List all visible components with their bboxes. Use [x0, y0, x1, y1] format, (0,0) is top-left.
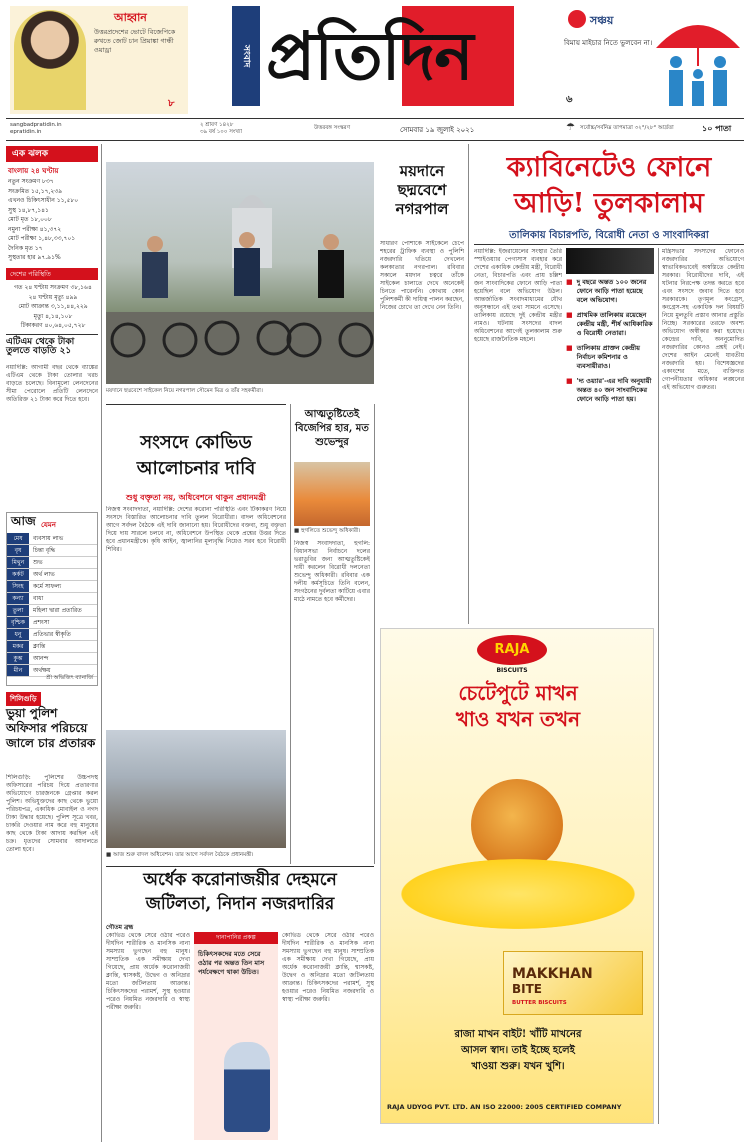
- edition: উত্তরবঙ্গ সংস্করণ: [314, 125, 351, 131]
- suvendu-caption: ■ হুগলিতে শুভেন্দু অধিকারী।: [294, 528, 361, 534]
- rashi-row: [7, 545, 97, 557]
- bullet-icon: ■: [566, 377, 573, 385]
- list-item: মোট আক্রান্ত ৩,১১,৪৪,২২৯: [18, 303, 88, 310]
- promo-photo: [14, 10, 86, 110]
- rashi-text: কর্মে সাফল্য: [33, 583, 62, 590]
- ad-brand: RAJA: [494, 642, 530, 657]
- corona-box-text: চিকিৎসকদের মতে সেরে ওঠার পর অন্তত তিন মাস পর্যবেক্ষণে থাকা উচিত।: [198, 950, 265, 976]
- page-title: প্রতিদিন: [266, 17, 473, 95]
- rashi-name: মকর: [7, 641, 29, 652]
- rashi-text: চিন্তা বৃদ্ধি: [33, 547, 56, 554]
- desh-title-label: দেশের পরিস্থিতি: [10, 270, 51, 278]
- cabinet-side-column: মন্ত্রিসভার সদস্যদের ফোনেও নজরদারির অভিযোগে স্বাভাবিকভাবেই অস্বস্তিতে কেন্দ্রীয় সরকার। বিরোধীদের দাবি, এই ঘটনার নিরপেক্ষ তদন্ত করতে হবে এবং সংসদে জবাব দিতে হবে সরকারকে। তৃণমূল কংগ্রেস, কংগ্রেস-সহ একাধিক দল বিষয়টি নিয়ে মুলতুবি প্রস্তাব আনার প্রস্তুতি নিচ্ছে। সরকারের তরফে অবশ্য অভিযোগ অস্বীকার করা হয়েছে। কেন্দ্রের দাবি, অননুমোদিত নজরদারির কোনও প্রশ্নই নেই। দেশের আইন মেনেই যাবতীয় নজরদারি হয়। বিশেষজ্ঞদের একাংশের মতে, ব্যক্তিগত গোপনীয়তার অধিকার লঙ্ঘনের এই অভিযোগ গুরুতর।: [662, 248, 744, 391]
- rashi-name: কুম্ভ: [7, 653, 29, 664]
- atmatushti-headline: আত্মতুষ্টিতেই বিজেপির হার, মত শুভেন্দুর: [295, 409, 369, 448]
- right-promo-page: ৬: [566, 94, 573, 105]
- rashi-row: [7, 581, 97, 593]
- rashi-name: সিংহ: [7, 581, 29, 592]
- maidan-body: সাধারণ পোশাকে সাইকেলে চেপে শহরের ট্রাফিক ব্যবস্থা ও পুলিশি নজরদারি খতিয়ে দেখলেন কলকাতার নগরপাল। রবিবার সকালে ময়দান চত্বরে তাঁকে সাইকেল চালাতে দেখে অনেকেই চিনতে পারেননি। কোথায় কোন পুলিশকর্মী কী দায়িত্ব পালন করছেন, নিজের চোখে তা দেখে নেন তিনি।: [380, 240, 464, 311]
- list-item: ২৪ ঘণ্টায় মৃত্যু ৪৯৯: [28, 293, 78, 301]
- bullet-text: 'দ্য ওয়্যার'-এর দাবি অনুযায়ী অন্তত ৪০ জন সাংবাদিকের ফোনে আড়ি পাতা হয়।: [576, 377, 652, 403]
- list-item: [566, 278, 654, 305]
- date: সোমবার ১৯ জুলাই ২০২১: [400, 126, 475, 134]
- umbrella-family-icon: [652, 8, 744, 110]
- ad-tagline-2: খাও যখন তখন: [455, 707, 581, 731]
- ek-jhalak-label: এক ঝলক: [12, 149, 49, 159]
- rashi-text: অর্থ লাভ: [33, 571, 55, 578]
- right-brand: সঞ্চয়: [590, 14, 614, 27]
- ad-brand-sub: BISCUITS: [496, 667, 528, 674]
- rashi-text: বাধা: [33, 595, 44, 602]
- right-promo-text: বিমায় মাইচার নিতে ভুলবেন না।: [564, 39, 653, 47]
- cyclists-illustration: [106, 162, 374, 384]
- bangla-list: [8, 177, 98, 263]
- rashi-row: [7, 569, 97, 581]
- siliguri-label: [6, 692, 41, 706]
- atm-headline: এটিএম থেকে টাকা তুলতে বাড়তি ২১: [6, 337, 75, 357]
- police-headline: ভুয়া পুলিশ অফিসার পরিচয়ে জালে চার প্রতারক: [6, 706, 96, 750]
- rashi-row: [7, 593, 97, 605]
- left-promo[interactable]: [10, 6, 188, 114]
- pack-brand: MAKKHAN: [512, 966, 593, 982]
- biscuit-icon: [471, 779, 563, 871]
- side-tag-text: সংবাদ: [241, 44, 251, 68]
- doctor-illustration: [224, 1042, 270, 1132]
- list-item: [566, 311, 654, 338]
- ad-copy-2: আসল স্বাদ। তাই ইচ্ছে হলেই: [461, 1045, 575, 1056]
- list-item: মৃত্যু ৪,১৪,১০৮: [33, 312, 73, 320]
- atm-body: নয়াদিল্লি: আগামী বছর থেকে ব্যাঙ্কের এটিএম থেকে টাকা তোলার খরচ বাড়তে চলেছে। বিনামূল্যে লেনদেনের সীমা পেরোলে প্রতিটি লেনদেনে অতিরিক্ত ২১ টাকা করে দিতে হবে।: [6, 364, 98, 403]
- ad-tagline-1: চেটেপুটে মাখন: [458, 681, 578, 705]
- astrologer: শ্রী অভিজিৎ ব্যানার্জি: [46, 675, 93, 681]
- right-promo[interactable]: [558, 6, 744, 114]
- list-item: মোট মৃত ১৮,০০৮: [8, 216, 52, 223]
- promo-page: ৮: [168, 98, 175, 109]
- pack-sub: BUTTER BISCUITS: [512, 1000, 567, 1006]
- corona-body-1: কোভিড থেকে সেরে ওঠার পরেও দীর্ঘদিন শারীরিক ও মানসিক নানা সমস্যায় ভুগছেন বহু মানুষ। সাম্প্রতিক এক সমীক্ষায় দেখা গিয়েছে, প্রায় অর্ধেক করোনাজয়ী ক্লান্তি, শ্বাসকষ্ট, উদ্বেগ ও অনিদ্রার মতো জটিলতায় আক্রান্ত। চিকিৎসকদের পরামর্শ, সুস্থ হওয়ার পরেও নিয়মিত নজরদারি ও স্বাস্থ্য পরীক্ষা জরুরি।: [106, 932, 190, 1011]
- bullet-text: দু বছরে অন্তত ১০০ জনের ফোনে আড়ি পাতা হয়েছে বলে অভিযোগ।: [576, 278, 647, 304]
- list-item: সংক্রমিত ১৫,১৭,২৩৯: [8, 187, 63, 195]
- police-body: শিলিগুড়ি: পুলিশের উচ্চপদস্থ অফিসারের পরিচয় দিয়ে প্রতারণার অভিযোগে চারজনকে গ্রেপ্তার করল পুলিশ। অভিযুক্তদের কাছ থেকে ভুয়ো পরিচয়পত্র, একাধিক মোবাইল ও নগদ টাকা উদ্ধার হয়েছে। পুলিশ সূত্রে খবর, চাকরি দেওয়ার নাম করে বহু মানুষের কাছ থেকে টাকা আদায় করছিল এই চক্র। ধৃতদের সোমবার আদালতে তোলা হবে।: [6, 774, 98, 853]
- sansad-headline: সংসদে কোভিড আলোচনার দাবি: [136, 432, 256, 479]
- ad-copy-3: খাওয়া শুরু। যখন খুশি।: [471, 1061, 565, 1072]
- corona-box: [194, 932, 278, 1140]
- list-item: নমুনা পরীক্ষা ৪১,৩৭২: [8, 225, 62, 233]
- side-tag: [232, 6, 260, 106]
- sansad-body: নিজস্ব সংবাদদাতা, নয়াদিল্লি: দেশের করোনা পরিস্থিতি এবং টিকাকরণ নিয়ে সংসদে বিস্তারিত আলোচনার দাবি তুলল বিরোধীরা। বাদল অধিবেশনের আগে সর্বদল বৈঠকে এই দাবি জানানো হয়। বিরোধীদের বক্তব্য, শুধু বক্তৃতা দিয়ে দায় সারলে চলবে না, অধিবেশনে উপস্থিত থেকে প্রশ্নের উত্তর দিতে হবে প্রধানমন্ত্রীকে। কৃষি আইন, জ্বালানির মূল্যবৃদ্ধি নিয়েও সরব হবে বিরোধী শিবির।: [106, 506, 286, 553]
- bullet-icon: ■: [566, 344, 573, 352]
- cabinet-inset: [566, 248, 654, 624]
- rashi-text: অর্থক্ষয়: [33, 667, 51, 674]
- rashi-name: ধনু: [7, 629, 29, 640]
- biscuit-pack: [503, 951, 643, 1015]
- date-info-2: ৩৯ বর্ষ ১০০ সংখ্যা: [200, 129, 243, 135]
- rashi-row: [7, 653, 97, 665]
- list-item: নতুন সংক্রমণ ৮৩৭: [8, 178, 54, 185]
- rashi-name: তুলা: [7, 605, 29, 616]
- rashi-text: ক্লান্তি: [33, 643, 46, 650]
- sidebar: [6, 146, 98, 1142]
- raja-ad[interactable]: [380, 628, 654, 1124]
- list-item: সুস্থতার হার ৯৭.৯১%: [8, 254, 61, 261]
- parliament-photo[interactable]: [106, 730, 286, 848]
- corona-byline: গৌতম ব্রহ্ম: [106, 924, 134, 931]
- date-info-1: ২ শ্রাবণ ১৪২৮: [200, 122, 234, 128]
- bullet-icon: ■: [566, 278, 573, 286]
- rashi-name: বৃশ্চিক: [7, 617, 29, 628]
- weather-icon: ☂: [566, 122, 575, 133]
- rashi-text: প্রতিভার স্বীকৃতি: [33, 631, 71, 638]
- epaper-link[interactable]: epratidin.in: [10, 129, 42, 135]
- rashi-row: [7, 629, 97, 641]
- bullet-text: তালিকায় প্রাক্তন কেন্দ্রীয় নির্বাচন কমিশনার ও ব্যবসায়ীরাও।: [576, 344, 640, 370]
- list-item: টিকাকরণ ৪০,৬৪,০৫,৭২৮: [20, 322, 86, 329]
- rashi-row: [7, 617, 97, 629]
- siliguri-label-text: শিলিগুড়ি: [10, 694, 37, 703]
- cabinet-body-left: নয়াদিল্লি: ইজরায়েলের সংস্থার তৈরি স্পাইওয়্যার পেগাসাস ব্যবহার করে দেশের একাধিক কেন্দ্রীয় মন্ত্রী, বিরোধী নেতা, বিচারপতি এবং প্রায় চল্লিশ জন সাংবাদিকের ফোনে আড়ি পাতা হয়েছিল বলে অভিযোগ উঠল। আন্তর্জাতিক সংবাদমাধ্যমের যৌথ অনুসন্ধানে এই তথ্য সামনে এসেছে। তালিকায় রয়েছে দুই কেন্দ্রীয় মন্ত্রীর নামও। ঘটনায় সংসদের বাদল অধিবেশনের আগেই তুলকালাম শুরু হয়েছে রাজনৈতিক মহলে।: [474, 248, 562, 343]
- list-item: গত ২৪ ঘণ্টায় সংক্রমণ ৩৮,১৬৪: [14, 284, 92, 291]
- rashi-text: শুভ: [33, 559, 43, 566]
- rashi-list: [7, 533, 97, 677]
- rashi-row: [7, 557, 97, 569]
- rashi-row: [7, 533, 97, 545]
- list-item: এখনও চিকিৎসাধীন ১১,৫৮০: [8, 197, 79, 204]
- maidan-headline: ময়দানে ছদ্মবেশে নগরপাল: [395, 162, 449, 218]
- suvendu-photo: [294, 462, 370, 526]
- atmatushti-body: নিজস্ব সংবাদদাতা, হুগলি: বিধানসভা নির্বাচনে দলের ভরাডুবির জন্য আত্মতুষ্টিকেই দায়ী করলেন বিরোধী দলনেতা শুভেন্দু অধিকারী। রবিবার এক দলীয় কর্মসূচিতে তিনি বলেন, সংগঠনের দুর্বলতা কাটিয়ে এবার মাঠে নামতে হবে কর্মীদের।: [294, 540, 370, 603]
- corona-box-label: [194, 932, 278, 944]
- corona-headline-2: জটিলতা, নিদান নজরদারির: [145, 894, 335, 914]
- rashi-name: বৃষ: [7, 545, 29, 556]
- bangla-title: বাংলায় ২৪ ঘণ্টায়: [8, 166, 59, 175]
- cabinet-headline: ক্যাবিনেটেও ফোনে আড়ি! তুলকালাম: [506, 152, 712, 219]
- corona-box-label-text: দানাপানির প্রকল্প: [216, 934, 256, 941]
- corona-body-2: কোভিড থেকে সেরে ওঠার পরেও দীর্ঘদিন শারীরিক ও মানসিক নানা সমস্যায় ভুগছেন বহু মানুষ। সাম্প্রতিক এক সমীক্ষায় দেখা গিয়েছে, প্রায় অর্ধেক করোনাজয়ী ক্লান্তি, শ্বাসকষ্ট, উদ্বেগ ও অনিদ্রার মতো জটিলতায় আক্রান্ত। চিকিৎসকদের পরামর্শ, সুস্থ হওয়ার পরেও নিয়মিত নজরদারি ও স্বাস্থ্য পরীক্ষা জরুরি।: [282, 932, 374, 1003]
- phone-icon: [566, 248, 654, 274]
- piggy-icon: [568, 10, 586, 28]
- rashi-text: মহিলা দ্বারা প্রতারিত: [33, 607, 82, 614]
- bullet-text: প্রাথমিক তালিকায় রয়েছেন কেন্দ্রীয় মন্ত্রী, শীর্ষ আধিকারিক ও বিরোধী নেতারা।: [576, 311, 653, 337]
- butter-swirl: [401, 859, 635, 929]
- website-link[interactable]: sangbadpratidin.in: [10, 122, 62, 128]
- bullet-list: [566, 278, 654, 404]
- promo-text: উত্তরপ্রদেশের ভোটে বিজেপিকে রুখতে জোট চান প্রিয়াঙ্কা গান্ধী ওয়াড্রা: [94, 28, 176, 54]
- list-item: [566, 344, 654, 371]
- info-strip: [6, 119, 744, 139]
- rashi-text: আনন্দ: [33, 655, 49, 662]
- lead-photo-caption: ময়দানে ছদ্মবেশে সাইকেল নিয়ে নগরপাল সৌমেন মিত্র ও তাঁর সহকর্মীরা।: [106, 388, 263, 394]
- list-item: [566, 377, 654, 404]
- sansad-subhead: শুধু বক্তৃতা নয়, অধিবেশনে থাকুন প্রধানমন্ত্রী: [126, 492, 266, 502]
- ek-jhalak: [6, 146, 98, 162]
- corona-headline-1: অর্ধেক করোনাজয়ীর দেহমনে: [143, 870, 337, 890]
- list-item: সুস্থ ১৪,৮৭,১৪১: [8, 206, 49, 214]
- promo-label: আহ্বান: [114, 11, 147, 24]
- rashi-name: মেষ: [7, 533, 29, 544]
- rashi-text: প্রশংসা: [33, 619, 50, 626]
- rashi-name: কন্যা: [7, 593, 29, 604]
- list-item: মোট পরীক্ষা ১,৪৮,৩৩,৭০১: [8, 235, 76, 242]
- rashi-name: মীন: [7, 665, 29, 676]
- page-count: ১০ পাতা: [702, 124, 732, 133]
- list-item: দৈনিক মৃত ১৭: [8, 244, 43, 252]
- cabinet-subhead: তালিকায় বিচারপতি, বিরোধী নেতা ও সাংবাদিকরা: [509, 230, 709, 241]
- aaj-box: [6, 512, 98, 686]
- rashi-row: [7, 641, 97, 653]
- rashi-name: কর্কট: [7, 569, 29, 580]
- parliament-caption: ■ আজ শুরু বাদল অধিবেশন। তার আগে সর্বদল বৈঠকে প্রধানমন্ত্রী।: [106, 852, 254, 858]
- bullet-icon: ■: [566, 311, 573, 319]
- desh-list: [8, 283, 98, 331]
- masthead: [0, 0, 750, 118]
- lead-photo[interactable]: [106, 162, 374, 384]
- aaj-label: আজ: [11, 514, 36, 528]
- desh-title: [6, 268, 98, 280]
- ad-company: RAJA UDYOG PVT. LTD. AN ISO 22000: 2005 CERTIFIED COMPANY: [387, 1103, 622, 1111]
- weather: সর্বোচ্চ/সর্বনিম্ন তাপমাত্রা ৩২°/২৮° আর্দ্রতা: [580, 125, 674, 131]
- pack-bite: BITE: [512, 982, 542, 996]
- ad-logo: [477, 635, 547, 665]
- rashi-text: ব্যবসায় লাভ: [33, 535, 64, 542]
- rashi-name: মিথুন: [7, 557, 29, 568]
- rashi-row: [7, 605, 97, 617]
- ad-copy-1: রাজা মাখন বাইট! খাঁটি মাখনের: [454, 1029, 582, 1040]
- aaj-tag: যেমন: [41, 520, 56, 529]
